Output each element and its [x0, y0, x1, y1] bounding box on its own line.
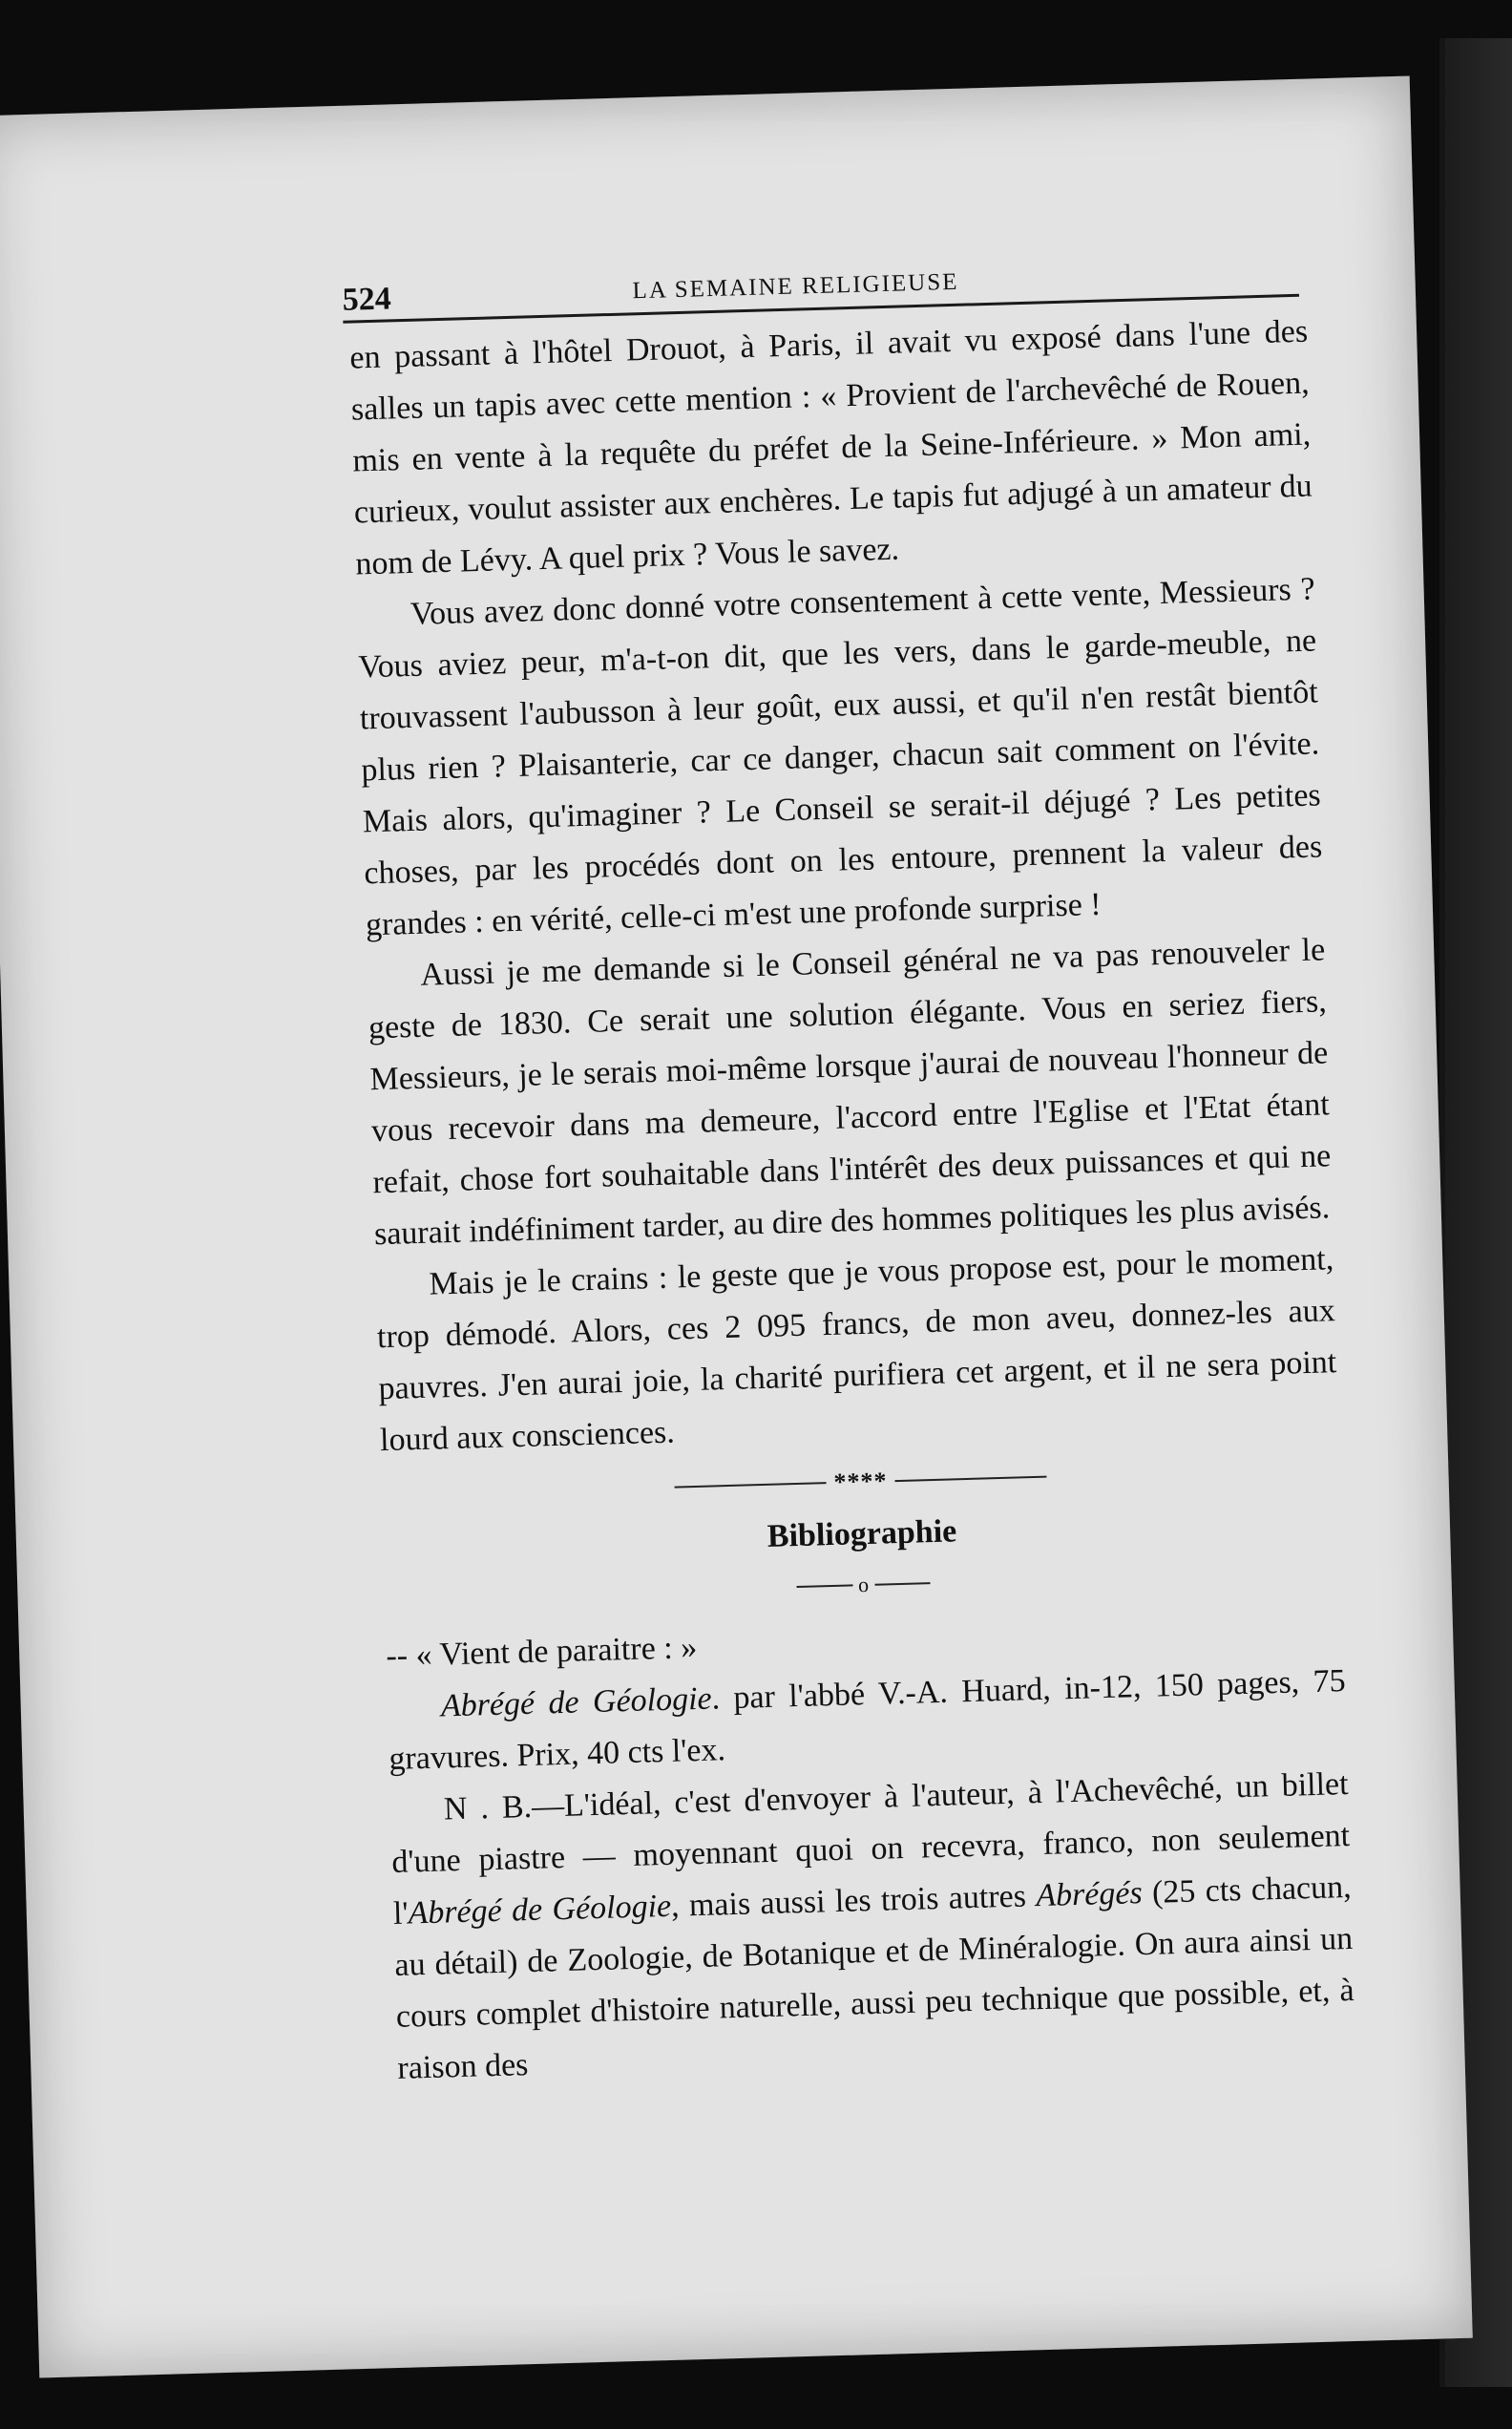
ornament-circle: o — [857, 1572, 870, 1597]
book-title: Abrégé de Géologie — [440, 1680, 713, 1724]
announcement: -- « Vient de paraitre : » — [385, 1629, 698, 1675]
book-page — [0, 75, 1473, 2377]
page-body — [349, 306, 1356, 2095]
nota-bene — [389, 1759, 1356, 2095]
heading-ornament — [796, 1564, 931, 1606]
paragraph-1: en passant à l'hôtel Drouot, à Paris, il avait vu exposé dans l'une des salles un tapis avec cette mention : « Provient de l'archevêché de Rouen, mis en vente à la requête du préfet de la Seine-Inférieure. » Mon ami, curieux, voulut assister aux enchères. Le tapis fut adjugé à un amateur du nom de Lévy. A quel prix ? Vous le savez. — [348, 313, 1313, 582]
paragraph-3: Aussi je me demande si le Conseil général ne va pas renouveler le geste de 1830. Ce serait une solution élégante. Vous en seriez fiers, Messieurs, je le serais moi-même lorsque j'aurai de nouveau l'honneur de vous recevoir dans ma demeure, l'accord entre l'Eglise et l'Etat étant refait, chose fort souhaitable dans l'intérêt des deux puissances et qui ne saurait indéfiniment tarder, au dire des hommes politiques les plus avisés. — [368, 932, 1332, 1253]
section-separator — [674, 1458, 1047, 1507]
book-details: . par l'abbé V.-A. Huard, in-12, 150 pages, 75 gravures. Prix, 40 cts l'ex. — [388, 1663, 1347, 1778]
nb-book-title: Abrégé de Géologie — [408, 1888, 672, 1932]
ornament-rule-left — [797, 1584, 853, 1588]
running-title: LA SEMAINE RELIGIEUSE — [632, 268, 959, 305]
nb-abreges: Abrégés — [1035, 1875, 1144, 1914]
nb-text-1: N . B.—L'idéal, c'est d'envoyer à l'auteur, à l'Achevêché, un billet d'une piastre — moyennant quoi on recevra, franco, non seulement l' — [390, 1765, 1351, 1932]
ornament-rule-right — [874, 1582, 931, 1586]
separator-rule-right — [894, 1476, 1046, 1482]
paragraph-4: Mais je le crains : le geste que je vous propose est, pour le moment, trop démodé. Alors, ces 2 095 francs, de mon aveu, donnez-les aux pauvres. J'en aurai joie, la charité purifiera cet argent, et il ne sera point lourd aux consciences. — [376, 1241, 1337, 1459]
nb-text-3: (25 cts chacun, au détail) de Zoologie, de Botanique et de Minéralogie. On aura ainsi un cours complet d'histoire naturelle, aussi peu technique que possible, et, à raison des — [393, 1869, 1355, 2086]
section-heading: Bibliographie — [766, 1513, 957, 1554]
separator-rule-left — [675, 1482, 827, 1488]
page-number: 524 — [342, 281, 392, 318]
paragraph-2: Vous avez donc donné votre consentement à cette vente, Messieurs ? Vous aviez peur, m'a-t-on dit, que les vers, dans le garde-meuble, ne trouvassent l'aubusson à leur goût, eux aussi, et qu'il n'en restât bientôt plus rien ? Plaisanterie, car ce danger, chacun sait comment on l'évite. Mais alors, qu'imaginer ? Le Conseil se serait-il déjugé ? Les petites choses, par les procédés dont on les entoure, prennent la valeur des grandes : en vérité, celle-ci m'est une profonde surprise ! — [357, 571, 1323, 943]
separator-stars: **** — [833, 1467, 888, 1496]
nb-text-2: , mais aussi les trois autres — [670, 1878, 1037, 1924]
